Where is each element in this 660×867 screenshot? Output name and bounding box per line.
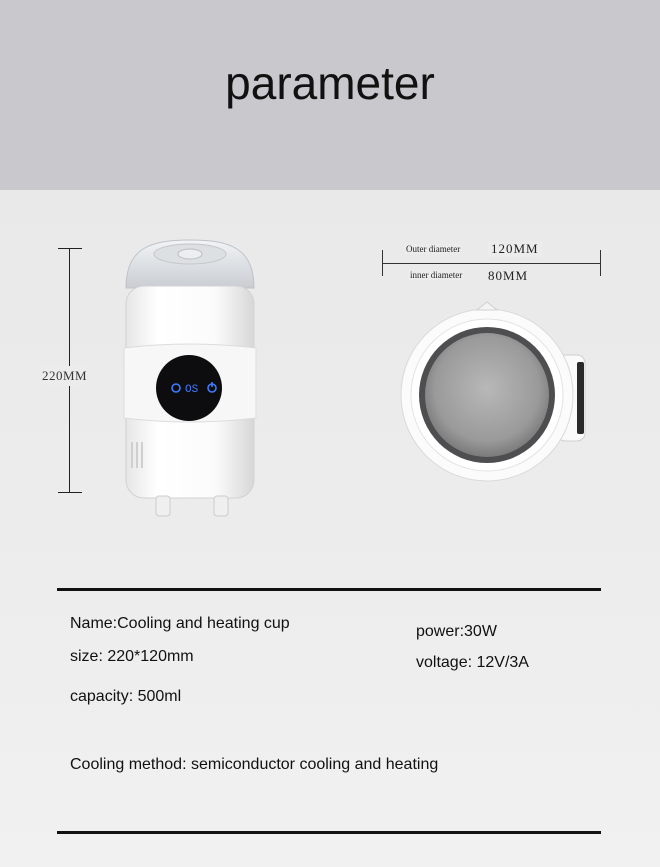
inner-diameter-label: inner diameter	[410, 270, 463, 280]
diameter-dimension-cap-right	[600, 250, 601, 276]
height-dimension-label: 220MM	[42, 366, 87, 386]
cup-side-view-image	[110, 228, 270, 523]
height-dimension-cap-top	[58, 248, 82, 249]
spec-size: size: 220*120mm	[70, 648, 194, 665]
divider-top	[57, 588, 601, 591]
svg-text:OS: OS	[185, 384, 199, 396]
height-dimension-cap-bottom	[58, 492, 82, 493]
outer-diameter-value: 120MM	[488, 241, 542, 257]
divider-bottom	[57, 831, 601, 834]
spec-voltage: voltage: 12V/3A	[416, 654, 529, 671]
header-banner	[0, 0, 660, 190]
page-title: parameter	[225, 57, 435, 109]
spec-cooling-method: Cooling method: semiconductor cooling and heating	[70, 756, 439, 773]
diameter-dimension-cap-left	[382, 250, 383, 276]
cup-top-view-image	[385, 300, 595, 490]
spec-capacity: capacity: 500ml	[70, 688, 182, 705]
inner-diameter-value: 80MM	[488, 268, 529, 283]
outer-diameter-label: Outer diameter	[406, 244, 461, 254]
spec-power: power:30W	[416, 623, 497, 640]
spec-name: Name:Cooling and heating cup	[70, 615, 290, 632]
diameter-dimension-line	[382, 263, 600, 264]
